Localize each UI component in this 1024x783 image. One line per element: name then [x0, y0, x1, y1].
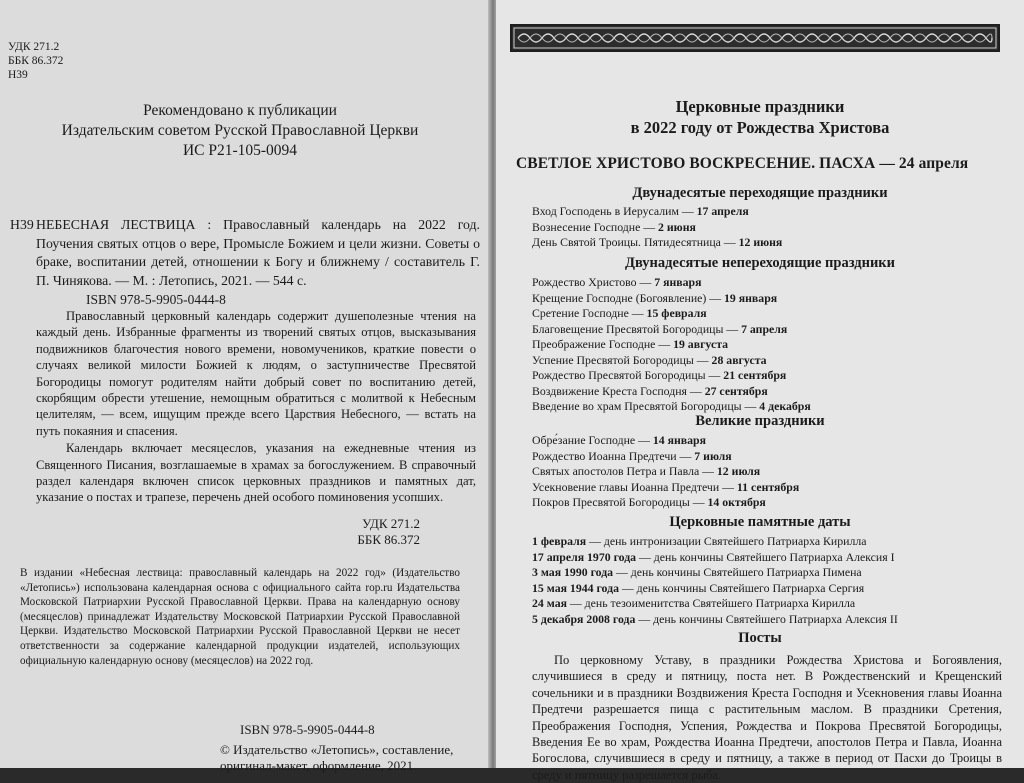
section-title: Церковные памятные даты	[669, 514, 851, 530]
posts-title: Посты	[738, 630, 782, 646]
bibliographic-entry	[10, 216, 480, 290]
list-item	[532, 275, 1002, 291]
pascha-heading	[516, 155, 968, 173]
recommendation-block	[0, 101, 480, 161]
pascha-date: 24 апреля	[898, 155, 969, 172]
list-item	[532, 433, 1002, 449]
list-item	[532, 495, 1002, 511]
bbk-code: ББК 86.372	[357, 532, 420, 547]
list-item	[532, 322, 1002, 338]
item-name: Рождество Христово —	[532, 275, 655, 289]
copyright-line: © Издательство «Летопись», составление,	[220, 742, 454, 757]
recommend-line: ИС Р21-105-0094	[182, 142, 298, 159]
holiday-list	[532, 204, 1002, 251]
entry-text: НЕБЕСНАЯ ЛЕСТВИЦА : Православный календарь на 2022 год. Поучения святых отцов о вере, Промысле Божием и цели жизни. Советы о браке, воспитании детей, отношении к Богу и ближнему / составитель Г. П. Чинякова. — М. : Летопись, 2021. — 544 с.	[36, 217, 480, 288]
item-name: Преображение Господне —	[532, 337, 674, 351]
title-line: в 2022 году от Рождества Христова	[630, 118, 890, 137]
list-item	[532, 449, 1002, 465]
item-date: 7 апреля	[741, 321, 788, 336]
right-page	[496, 0, 1024, 782]
recommend-line: Рекомендовано к публикации	[143, 102, 337, 119]
memorial-dates-list	[532, 534, 1002, 627]
annotation-paragraph: Календарь включает месяцеслов, указания на ежедневные чтения из Священного Писания, возглашаемые в храмах за богослужением. В справочный раздел календаря включен список церковных праздников и памятных дат, указание о постах и трапезе, перечень дней особого поминовения усопших.	[36, 441, 476, 505]
annotation	[36, 308, 476, 506]
list-item	[532, 306, 1002, 322]
list-item	[532, 235, 1002, 251]
item-date: 15 февраля	[646, 306, 707, 320]
holiday-list	[532, 433, 1002, 511]
list-item	[532, 596, 1002, 612]
item-date: 7 января	[654, 275, 702, 289]
item-name: Вознесение Господне —	[532, 219, 659, 234]
list-item	[532, 291, 1002, 307]
title-line: Церковные праздники	[675, 97, 845, 116]
list-item	[532, 204, 1002, 220]
item-date: 12 июня	[738, 235, 783, 249]
item-date: 19 января	[724, 290, 778, 305]
item-name: День Святой Троицы. Пятидесятница —	[532, 235, 739, 249]
item-name: Крещение Господне (Богоявление) —	[532, 290, 724, 305]
ornament-band-icon	[510, 24, 1000, 52]
item-date: 3 мая 1990 года	[532, 565, 614, 579]
item-name: Успение Пресвятой Богородицы —	[532, 352, 712, 367]
author-mark: Н39	[8, 69, 28, 81]
entry-number: Н39	[10, 217, 34, 232]
item-name: Усекновение главы Иоанна Предтечи —	[532, 479, 737, 494]
recommend-line: Издательским советом Русской Православной Церкви	[61, 122, 419, 139]
list-item	[532, 464, 1002, 480]
item-name: Воздвижение Креста Господня —	[532, 383, 705, 398]
posts-paragraph: По церковному Уставу, в праздники Рождества Христова и Богоявления, случившиеся в среду и пятницу, поста нет. В Рождественский и Крещенский сочельники и в праздники Воздвижения Креста Господня и Усекновения главы Иоанна Предтечи разрешается пища с растительным маслом. В праздники Сретения, Преображения Господня, Успения, Рождества и Покрова Пресвятой Богородицы, Введения Ее во храм, Рождества Иоанна Предтечи, апостолов Петра и Павла, Иоанна Богослова, случившиеся в среду и пятницу, а также в период от Пасхи до Троицы в среду и пятницу разрешается рыба.	[532, 653, 1002, 782]
item-name: Введение во храм Пресвятой Богородицы —	[532, 399, 760, 413]
posts-paragraph-block	[532, 652, 1002, 783]
annotation-paragraph: Православный церковный календарь содержит душеполезные чтения на каждый день. Избранные фрагменты из творений святых отцов, высказывания подвижников благочестия нового времени, новомучеников, краткие повести о случаях великой милости Божией к людям, о заступничестве Пресвятой Богородицы помогут родителям найти добрый совет по воспитанию детей, скорбящим обрести утешение, немощным обратиться с молитвой к Небесным целителям, — всем, ищущим прежде всего Царствия Небесного, — встать на путь покаяния и спасения.	[36, 309, 476, 438]
item-name: Благовещение Пресвятой Богородицы —	[532, 321, 742, 336]
udk-top-block	[8, 40, 63, 82]
item-date: 15 мая 1944 года	[532, 580, 619, 595]
item-date: 14 октября	[707, 495, 766, 509]
item-name: — день кончины Святейшего Патриарха Алексия I	[636, 549, 895, 564]
section-title: Двунадесятые переходящие праздники	[632, 185, 888, 201]
item-date: 1 февраля	[532, 534, 587, 548]
list-item	[532, 337, 1002, 353]
list-item	[532, 368, 1002, 384]
udk-code: УДК 271.2	[8, 41, 60, 53]
item-name: — день кончины Святейшего Патриарха Алексия II	[635, 611, 898, 626]
item-date: 12 июля	[716, 464, 761, 478]
list-item	[532, 550, 1002, 566]
udk-bottom-block	[300, 516, 420, 548]
list-item	[532, 612, 1002, 628]
copyright-line: оригинал-макет, оформление, 2021	[220, 758, 414, 773]
edition-note: В издании «Небесная лествица: православный календарь на 2022 год» (Издательство «Летопись») использована календарная основа с официального сайта rop.ru Издательства Московской Патриархии Русской Православной Церкви. Права на календарную основу (месяцеслов) принадлежат Издательству Московской Патриархии Русской Православной Церкви. Издательство Московской Патриархии Русской Православной Церкви не несет ответственности за содержание календарной продукции издателей, использующих официальную календарную основу (месяцеслов) на 2022 год.	[20, 567, 460, 667]
item-name: — день кончины Святейшего Патриарха Пимена	[613, 565, 862, 579]
isbn-bottom: ISBN 978-5-9905-0444-8	[240, 722, 375, 737]
copyright	[220, 742, 453, 774]
item-date: 17 апреля 1970 года	[532, 549, 637, 564]
item-date: 4 декабря	[759, 399, 811, 413]
item-date: 17 апреля	[696, 204, 749, 218]
page-title	[496, 96, 1024, 138]
section-title: Двунадесятые непереходящие праздники	[624, 255, 896, 271]
section-title: Великие праздники	[695, 413, 825, 429]
item-date: 27 сентября	[704, 383, 768, 398]
left-page	[0, 0, 490, 773]
isbn: ISBN 978-5-9905-0444-8	[86, 292, 226, 307]
item-date: 24 мая	[532, 596, 567, 610]
item-name: — день тезоименитства Святейшего Патриарха Кирилла	[566, 596, 856, 610]
item-name: Вход Господень в Иерусалим —	[532, 204, 697, 218]
item-name: — день кончины Святейшего Патриарха Сергия	[618, 580, 865, 595]
list-item	[532, 353, 1002, 369]
item-date: 19 августа	[673, 337, 729, 351]
item-name: Покров Пресвятой Богородицы —	[532, 495, 708, 509]
bbk-code: ББК 86.372	[8, 55, 64, 67]
list-item	[532, 534, 1002, 550]
list-item	[532, 565, 1002, 581]
item-name: Обре́зание Господне —	[532, 433, 653, 447]
item-date: 28 августа	[711, 352, 767, 367]
item-name: — день интронизации Святейшего Патриарха Кирилла	[586, 534, 867, 548]
list-item	[532, 480, 1002, 496]
pascha-label: СВЕТЛОЕ ХРИСТОВО ВОСКРЕСЕНИЕ. ПАСХА —	[516, 155, 899, 172]
holiday-list	[532, 275, 1002, 415]
list-item	[532, 384, 1002, 400]
item-name: Рождество Пресвятой Богородицы —	[532, 368, 724, 382]
item-name: Святых апостолов Петра и Павла —	[532, 464, 717, 478]
item-date: 5 декабря 2008 года	[532, 611, 636, 626]
list-item	[532, 220, 1002, 236]
udk-code: УДК 271.2	[362, 516, 420, 531]
item-date: 7 июля	[694, 448, 732, 463]
item-name: Рождество Иоанна Предтечи —	[532, 448, 695, 463]
item-date: 2 июня	[658, 219, 696, 234]
item-date: 21 сентября	[723, 368, 787, 382]
list-item	[532, 581, 1002, 597]
item-date: 11 сентября	[736, 479, 800, 494]
item-date: 14 января	[652, 433, 706, 447]
item-name: Сретение Господне —	[532, 306, 647, 320]
